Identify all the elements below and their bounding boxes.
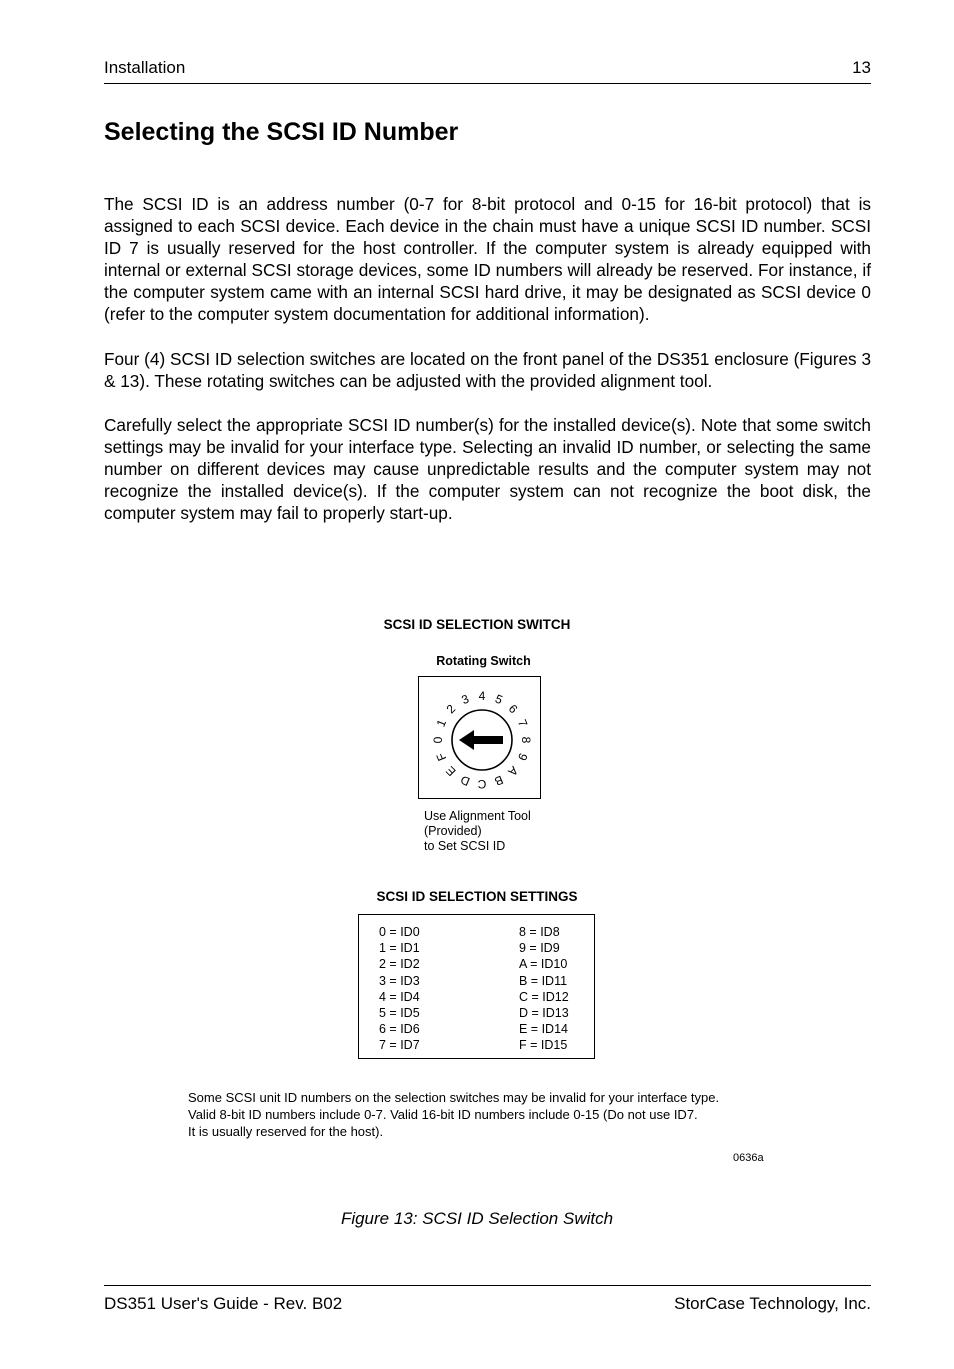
alignment-tool-note: [424, 809, 531, 854]
dial-label: F: [433, 750, 450, 763]
dial-label: A: [505, 763, 521, 779]
header-section-name: Installation: [104, 58, 186, 77]
rotating-switch-label: Rotating Switch: [436, 654, 531, 668]
dial-label: C: [477, 777, 487, 791]
setting-entry: 6 = ID6: [379, 1022, 420, 1037]
figure-id: 0636a: [733, 1152, 764, 1164]
setting-entry: 1 = ID1: [379, 941, 420, 956]
paragraph-selection-warning: Carefully select the appropriate SCSI ID number(s) for the installed device(s). Note that some switch settings may be invalid for your interface type. Selecting an invalid ID number, or selecting the same number on different devices may cause unpredictable results and the computer system may not recognize the installed device(s). If the computer system can not recognize the boot disk, the computer system may fail to properly start-up.: [104, 415, 871, 523]
note-line: Use Alignment Tool: [424, 809, 531, 823]
rotating-switch-diagram: [418, 676, 541, 799]
dial-label: 9: [514, 751, 531, 763]
dial-label: 2: [443, 701, 459, 717]
warning-line: It is usually reserved for the host).: [188, 1124, 384, 1139]
setting-entry: 9 = ID9: [519, 941, 560, 956]
footer-document-title: DS351 User's Guide - Rev. B02: [104, 1294, 343, 1313]
note-line: to Set SCSI ID: [424, 839, 506, 853]
warning-line: Valid 8-bit ID numbers include 0-7. Valid 16-bit ID numbers include 0-15 (Do not use ID7.: [188, 1107, 698, 1122]
rotating-switch-dial: [419, 677, 540, 798]
setting-entry: 4 = ID4: [379, 989, 420, 1004]
arrow-left-icon: [459, 730, 503, 750]
setting-entry: 7 = ID7: [379, 1038, 420, 1053]
setting-entry: D = ID13: [519, 1006, 569, 1021]
paragraph-switch-location: Four (4) SCSI ID selection switches are located on the front panel of the DS351 enclosure (Figures 3 & 13). These rotating switches can be adjusted with the provided alignment tool.: [104, 349, 871, 391]
dial-label: D: [458, 772, 472, 789]
setting-entry: B = ID11: [519, 973, 568, 988]
header-page-number: 13: [852, 58, 871, 77]
dial-label: 7: [514, 717, 531, 729]
switch-figure-title: SCSI ID SELECTION SWITCH: [383, 617, 571, 632]
dial-label: B: [492, 772, 506, 789]
dial-label: 5: [493, 691, 505, 708]
setting-entry: 5 = ID5: [379, 1006, 420, 1021]
figure-caption: Figure 13: SCSI ID Selection Switch: [340, 1209, 614, 1228]
settings-title: SCSI ID SELECTION SETTINGS: [376, 889, 578, 904]
setting-entry: E = ID14: [519, 1022, 568, 1037]
dial-label: E: [443, 763, 459, 779]
note-line: (Provided): [424, 824, 482, 838]
setting-entry: F = ID15: [519, 1038, 568, 1053]
setting-entry: 3 = ID3: [379, 973, 420, 988]
page-header: [104, 56, 871, 84]
settings-column-0-7: [379, 924, 420, 1054]
page-footer: [104, 1285, 871, 1326]
dial-label: 1: [433, 717, 450, 729]
setting-entry: C = ID12: [519, 989, 569, 1004]
setting-entry: 0 = ID0: [379, 925, 420, 939]
paragraph-scsi-id-intro: The SCSI ID is an address number (0-7 for 8-bit protocol and 0-15 for 16-bit protocol) that is assigned to each SCSI device. Each device in the chain must have a unique SCSI ID number. SCSI ID 7 is usually reserved for the host controller. If the computer system is already equipped with internal or external SCSI storage devices, some ID numbers will already be reserved. For instance, if the computer system came with an internal SCSI hard drive, it may be designated as SCSI device 0 (refer to the computer system documentation for additional information).: [104, 194, 871, 324]
page-title: Selecting the SCSI ID Number: [104, 118, 459, 146]
dial-label: 4: [478, 689, 486, 703]
footer-company: StorCase Technology, Inc.: [674, 1294, 871, 1313]
settings-column-8-f: [519, 924, 569, 1054]
settings-table: [358, 914, 595, 1059]
dial-label: 3: [459, 691, 471, 708]
dial-label: 8: [519, 736, 533, 744]
invalid-id-warning: [188, 1089, 719, 1140]
dial-label: 0: [431, 736, 445, 744]
setting-entry: 2 = ID2: [379, 957, 420, 972]
warning-line: Some SCSI unit ID numbers on the selection switches may be invalid for your interface type.: [188, 1090, 720, 1105]
setting-entry: 8 = ID8: [519, 925, 560, 939]
setting-entry: A = ID10: [519, 957, 568, 972]
dial-label: 6: [505, 701, 521, 717]
